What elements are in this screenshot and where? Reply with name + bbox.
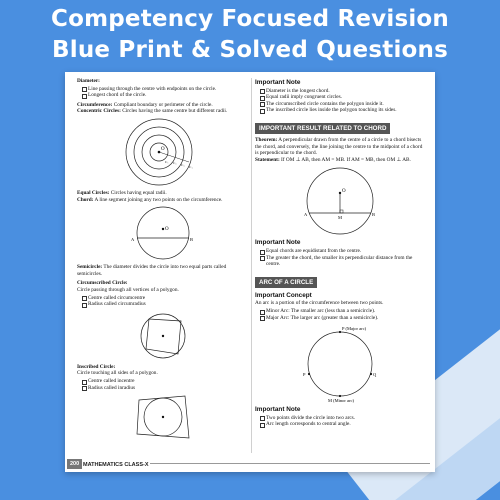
list-item: Major Arc: The larger arc (greater than a semicircle). (260, 315, 425, 322)
list-item: Minor Arc: The smaller arc (less than a semicircle). (260, 308, 425, 315)
list-item: Arc length corresponds to central angle. (260, 421, 425, 428)
section-header-arc: ARC OF A CIRCLE (255, 277, 317, 288)
page-number: 200 (67, 459, 82, 469)
inscribed-circle-figure (133, 394, 193, 440)
note-list (260, 88, 425, 114)
list-item: Radius called inradius (82, 385, 249, 392)
center-label: O (342, 189, 346, 195)
banner-line-1: Competency Focused Revision (51, 6, 449, 32)
important-note-title: Important Note (255, 239, 301, 247)
list-item: Radius called circumradius (82, 301, 249, 308)
list-item: Line passing through the centre with endpoints on the circle. (82, 86, 249, 93)
point-label: B (190, 237, 194, 243)
arc-figure (295, 324, 385, 404)
list-item: Equal radii imply congruent circles. (260, 94, 425, 101)
concept-text: An arc is a portion of the circumference between two points. (255, 300, 384, 307)
concentric-definition: Concentric Circles: Circles having the same centre but different radii. (77, 108, 228, 115)
arc-label: M (Minor arc) (328, 398, 354, 404)
point-label: M (338, 215, 343, 221)
important-note-title: Important Note (255, 79, 301, 86)
center-label: O (165, 227, 169, 233)
point-label: Q (373, 372, 377, 378)
statement-text: Statement: If OM ⊥ AB, then AM = MB. If AM = MB, then OM ⊥ AB. (255, 156, 411, 163)
equal-circles-definition: Equal Circles: Circles having equal radii. (77, 189, 167, 196)
circle-label: C₄ (189, 164, 193, 169)
list-item: Equal chords are equidistant from the centre. (260, 248, 425, 255)
semicircle-definition: Semicircle: The diameter divides the circle into two equal parts called semicircles. (77, 264, 227, 277)
list-item: Two points divide the circle into two arcs. (260, 415, 425, 422)
list-item: Diameter is the longest chord. (260, 88, 425, 95)
book-page (65, 72, 435, 472)
point-label: A (304, 212, 308, 218)
note-list (260, 248, 425, 268)
footer-title: MATHEMATICS CLASS-X (83, 462, 149, 468)
center-label: O (161, 146, 165, 152)
list-item: The inscribed circle lies inside the polygon touching its sides. (260, 107, 425, 114)
list-item: The greater the chord, the smaller its perpendicular distance from the centre. (260, 255, 425, 268)
perpendicular-chord-figure (303, 165, 377, 237)
list-item: Longest chord of the circle. (82, 92, 249, 99)
circle-label: C₁ (165, 159, 169, 164)
right-column (255, 78, 425, 431)
diameter-list (82, 86, 249, 99)
note-list (260, 415, 425, 428)
list-item: The circumscribed circle contains the polygon inside it. (260, 101, 425, 108)
section-header-chord: IMPORTANT RESULT RELATED TO CHORD (255, 123, 390, 134)
diameter-title: Diameter: (77, 78, 100, 84)
list-item: Centre called circumcentre (82, 295, 249, 302)
chord-figure (128, 205, 198, 261)
point-label: A (131, 237, 135, 243)
concept-list (260, 308, 425, 321)
footer-rule (150, 463, 430, 464)
banner-line-2: Blue Print & Solved Questions (52, 37, 448, 63)
list-item: Centre called incentre (82, 378, 249, 385)
point-label: B (372, 212, 376, 218)
important-note-title: Important Note (255, 406, 301, 414)
column-divider (251, 78, 252, 453)
inscribed-text: Circle touching all sides of a polygon. (77, 370, 158, 377)
point-label: P (303, 372, 306, 378)
circle-label: C₃ (181, 162, 185, 167)
banner-title (0, 4, 500, 66)
inscribed-title: Inscribed Circle: (77, 363, 116, 370)
circle-label: C₂ (173, 160, 177, 165)
concentric-circles-figure (123, 117, 203, 187)
chord-definition: Chord: A line segment joining any two points on the circumference. (77, 196, 223, 203)
arc-label: P (Major arc) (342, 326, 367, 332)
inscribed-list (82, 378, 249, 391)
circumscribed-text: Circle passing through all vertices of a polygon. (77, 286, 179, 293)
left-column (77, 78, 249, 443)
page-footer (65, 454, 435, 472)
circumscribed-circle-figure (133, 311, 193, 361)
important-concept-title: Important Concept (255, 291, 312, 299)
circumference-definition: Circumference: Compliant boundary or perimeter of the circle. (77, 101, 213, 108)
circumscribed-list (82, 295, 249, 308)
circumscribed-title: Circumscribed Circle: (77, 280, 128, 287)
theorem-text: Theorem: A perpendicular drawn from the centre of a circle to a chord bisects the chord, and conversely, the line joining the centre to the midpoint of a chord is perpendicular to the chord. (255, 136, 423, 157)
